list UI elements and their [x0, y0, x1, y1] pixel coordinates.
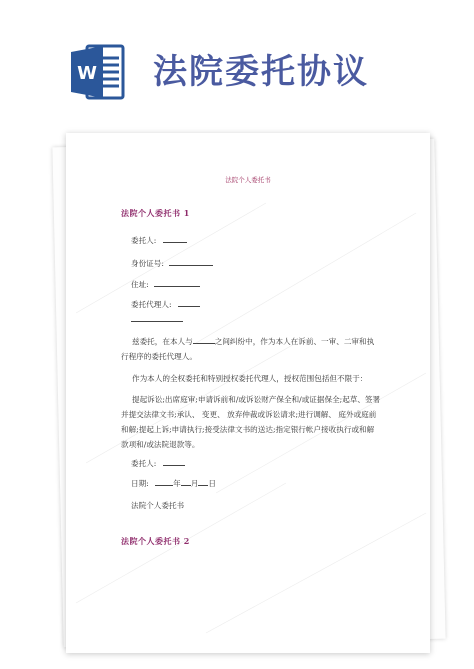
section-2-heading: 法院个人委托书 2: [121, 536, 190, 546]
paragraph-1: [121, 334, 381, 364]
agent-extra-blank: [131, 321, 183, 322]
month-label: 月: [190, 479, 199, 488]
sign-client-label: 委托人:: [131, 459, 157, 468]
agent-label: 委托代理人:: [131, 300, 172, 309]
date-field: [131, 478, 216, 489]
paragraph-1-end: 之间纠纷中，作为本人在诉前、一审、二审和执行程序的委托代理人。: [121, 337, 375, 361]
word-doc-icon: [69, 44, 125, 100]
id-number-blank: [169, 258, 213, 266]
date-label: 日期:: [131, 479, 149, 488]
banner-title: 法院委托协议: [153, 52, 369, 92]
agent-field: [131, 299, 200, 310]
paragraph-3: 提起诉讼;出席庭审;申请诉前和/或诉讼财产保全和/或证据保全;起草、签署并提交法律文书;承认、 变更、 放弃仲裁或诉讼请求;进行调解、 庭外或庭前和解;提起上诉;申请执行;接受法律文书的送达;指定银行帐户接收执行或和解款项和/或法院退款等。: [121, 395, 381, 449]
day-blank: [198, 478, 208, 486]
year-label: 年: [173, 479, 181, 488]
client-blank: [163, 235, 187, 243]
year-blank: [155, 478, 173, 486]
party-blank: [193, 336, 215, 344]
footer-title: 法院个人委托书: [131, 501, 185, 510]
document-page: [66, 133, 430, 653]
sign-client-blank: [163, 458, 185, 466]
address-blank: [154, 279, 200, 287]
paragraph-2: 作为本人的全权委托和特别授权委托代理人，授权范围包括但不限于：: [132, 374, 368, 383]
day-label: 日: [208, 479, 216, 488]
address-field: [131, 279, 200, 290]
client-field: [131, 235, 187, 246]
word-icon-letter: W: [77, 63, 97, 84]
banner: [0, 0, 474, 135]
id-number-field: [131, 258, 213, 269]
address-label: 住址:: [131, 280, 149, 289]
paragraph-1-start: 兹委托，在本人与: [132, 337, 193, 346]
client-label: 委托人:: [131, 236, 157, 245]
document-title: 法院个人委托书: [225, 176, 271, 184]
id-number-label: 身份证号:: [131, 259, 164, 268]
agent-blank: [178, 299, 200, 307]
section-1-heading: 法院个人委托书 1: [121, 208, 190, 218]
sign-client-field: [131, 458, 185, 469]
month-blank: [181, 478, 191, 486]
